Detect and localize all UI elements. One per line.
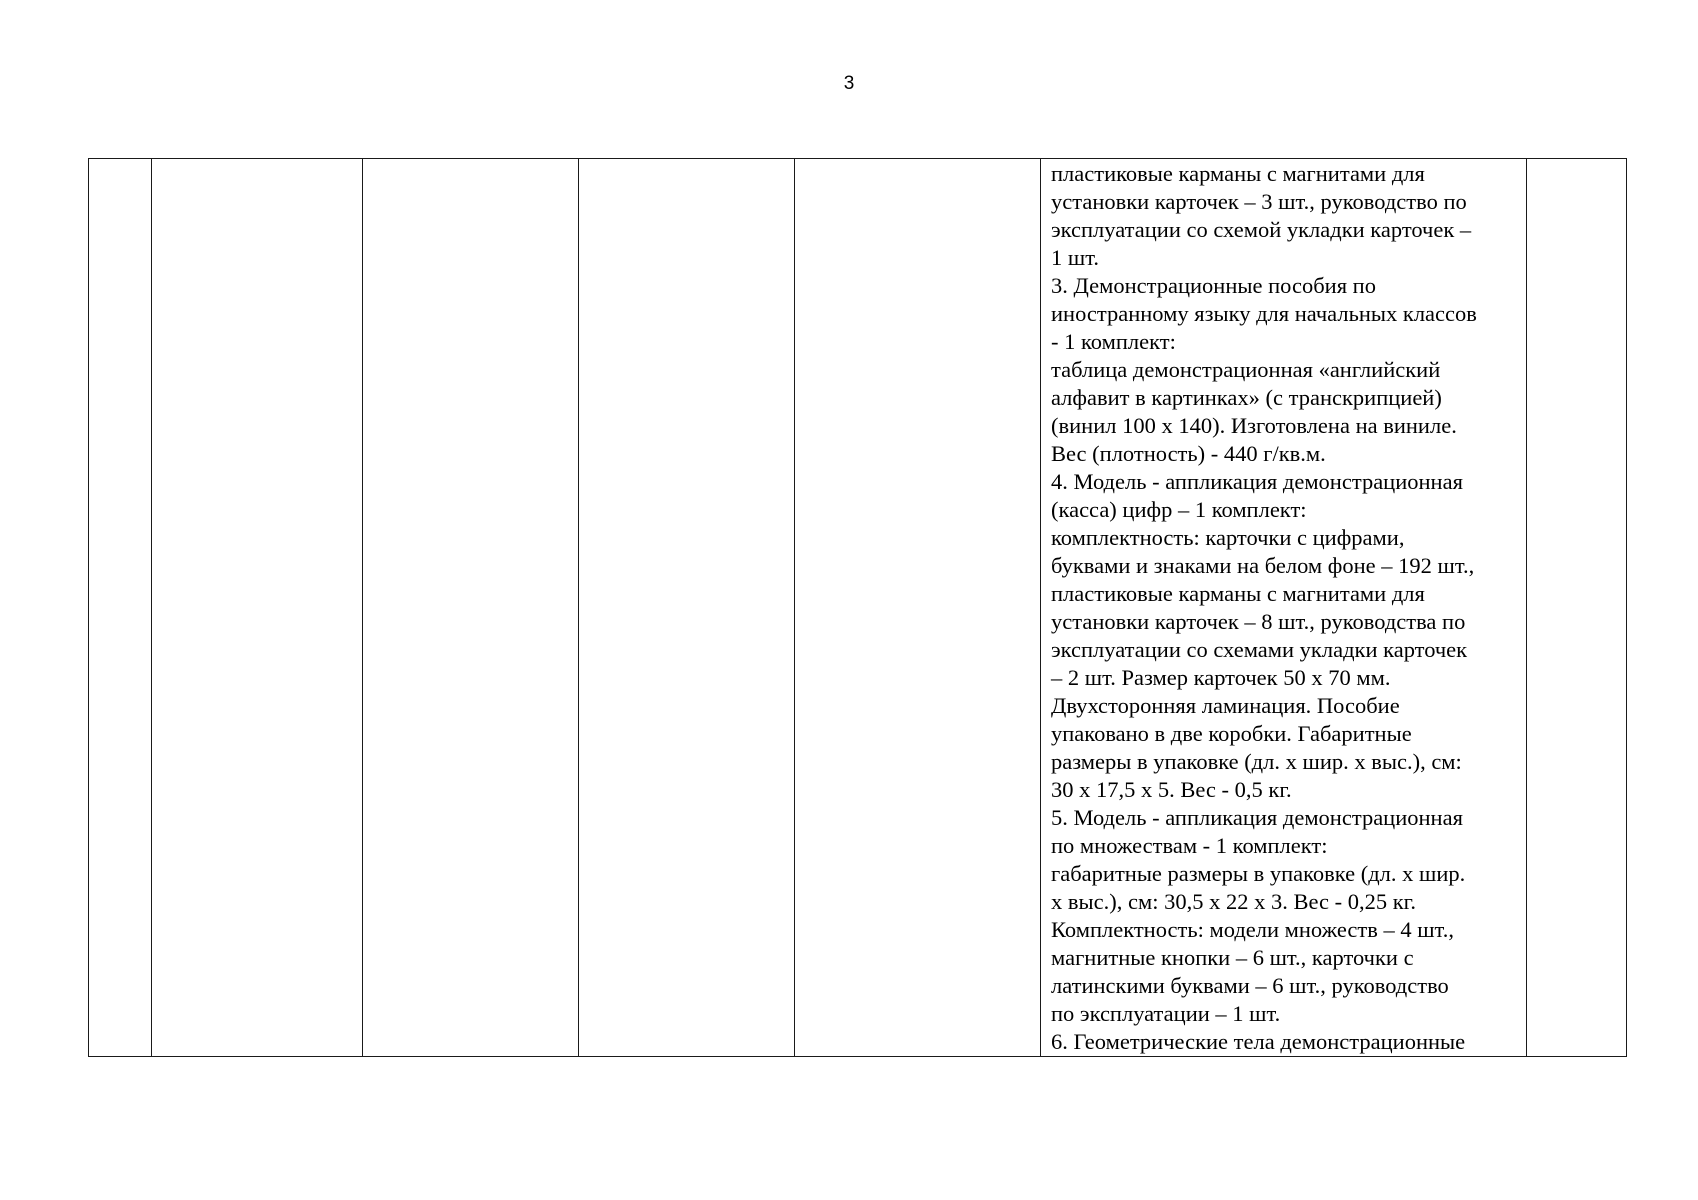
description-line: х выс.), см: 30,5 х 22 х 3. Вес - 0,25 кг.	[1051, 889, 1416, 914]
description-line: по эксплуатации – 1 шт.	[1051, 1001, 1281, 1026]
description-line: 1 шт.	[1051, 245, 1099, 270]
table-cell-col-2	[152, 159, 363, 1057]
description-line: иностранному языку для начальных классов	[1051, 301, 1477, 326]
description-line: Комплектность: модели множеств – 4 шт.,	[1051, 917, 1454, 942]
description-line: по множествам - 1 комплект:	[1051, 833, 1328, 858]
description-line: латинскими буквами – 6 шт., руководство	[1051, 973, 1449, 998]
page-number: 3	[843, 73, 855, 94]
description-text	[1041, 159, 1526, 1056]
table-cell-number	[89, 159, 152, 1057]
description-line: 30 х 17,5 х 5. Вес - 0,5 кг.	[1051, 777, 1292, 802]
description-line: буквами и знаками на белом фоне – 192 шт.,	[1051, 553, 1475, 578]
table-cell-col-5	[795, 159, 1041, 1057]
description-line: 6. Геометрические тела демонстрационные	[1051, 1029, 1466, 1054]
table-row	[89, 159, 1627, 1057]
description-line: комплектность: карточки с цифрами,	[1051, 525, 1405, 550]
description-line: 3. Демонстрационные пособия по	[1051, 273, 1376, 298]
description-line: – 2 шт. Размер карточек 50 х 70 мм.	[1051, 665, 1391, 690]
description-line: (касса) цифр – 1 комплект:	[1051, 497, 1307, 522]
description-line: эксплуатации со схемой укладки карточек –	[1051, 217, 1472, 242]
table-cell-col-4	[579, 159, 795, 1057]
table-cell-col-3	[363, 159, 579, 1057]
description-line: магнитные кнопки – 6 шт., карточки с	[1051, 945, 1414, 970]
description-line: пластиковые карманы с магнитами для	[1051, 161, 1425, 186]
description-line: размеры в упаковке (дл. х шир. х выс.), см:	[1051, 749, 1462, 774]
table-cell-description	[1041, 159, 1527, 1057]
description-line: - 1 комплект:	[1051, 329, 1176, 354]
specification-table	[88, 158, 1627, 1057]
description-line: пластиковые карманы с магнитами для	[1051, 581, 1425, 606]
description-line: Двухсторонняя ламинация. Пособие	[1051, 693, 1400, 718]
description-line: 5. Модель - аппликация демонстрационная	[1051, 805, 1463, 830]
description-line: алфавит в картинках» (с транскрипцией)	[1051, 385, 1442, 410]
description-line: установки карточек – 3 шт., руководство по	[1051, 189, 1467, 214]
description-line: (винил 100 х 140). Изготовлена на виниле.	[1051, 413, 1457, 438]
table-cell-col-7	[1527, 159, 1627, 1057]
description-line: габаритные размеры в упаковке (дл. х шир.	[1051, 861, 1466, 886]
description-line: установки карточек – 8 шт., руководства по	[1051, 609, 1466, 634]
description-line: таблица демонстрационная «английский	[1051, 357, 1441, 382]
description-line: 4. Модель - аппликация демонстрационная	[1051, 469, 1463, 494]
description-line: упаковано в две коробки. Габаритные	[1051, 721, 1412, 746]
description-line: Вес (плотность) - 440 г/кв.м.	[1051, 441, 1326, 466]
description-line: эксплуатации со схемами укладки карточек	[1051, 637, 1468, 662]
